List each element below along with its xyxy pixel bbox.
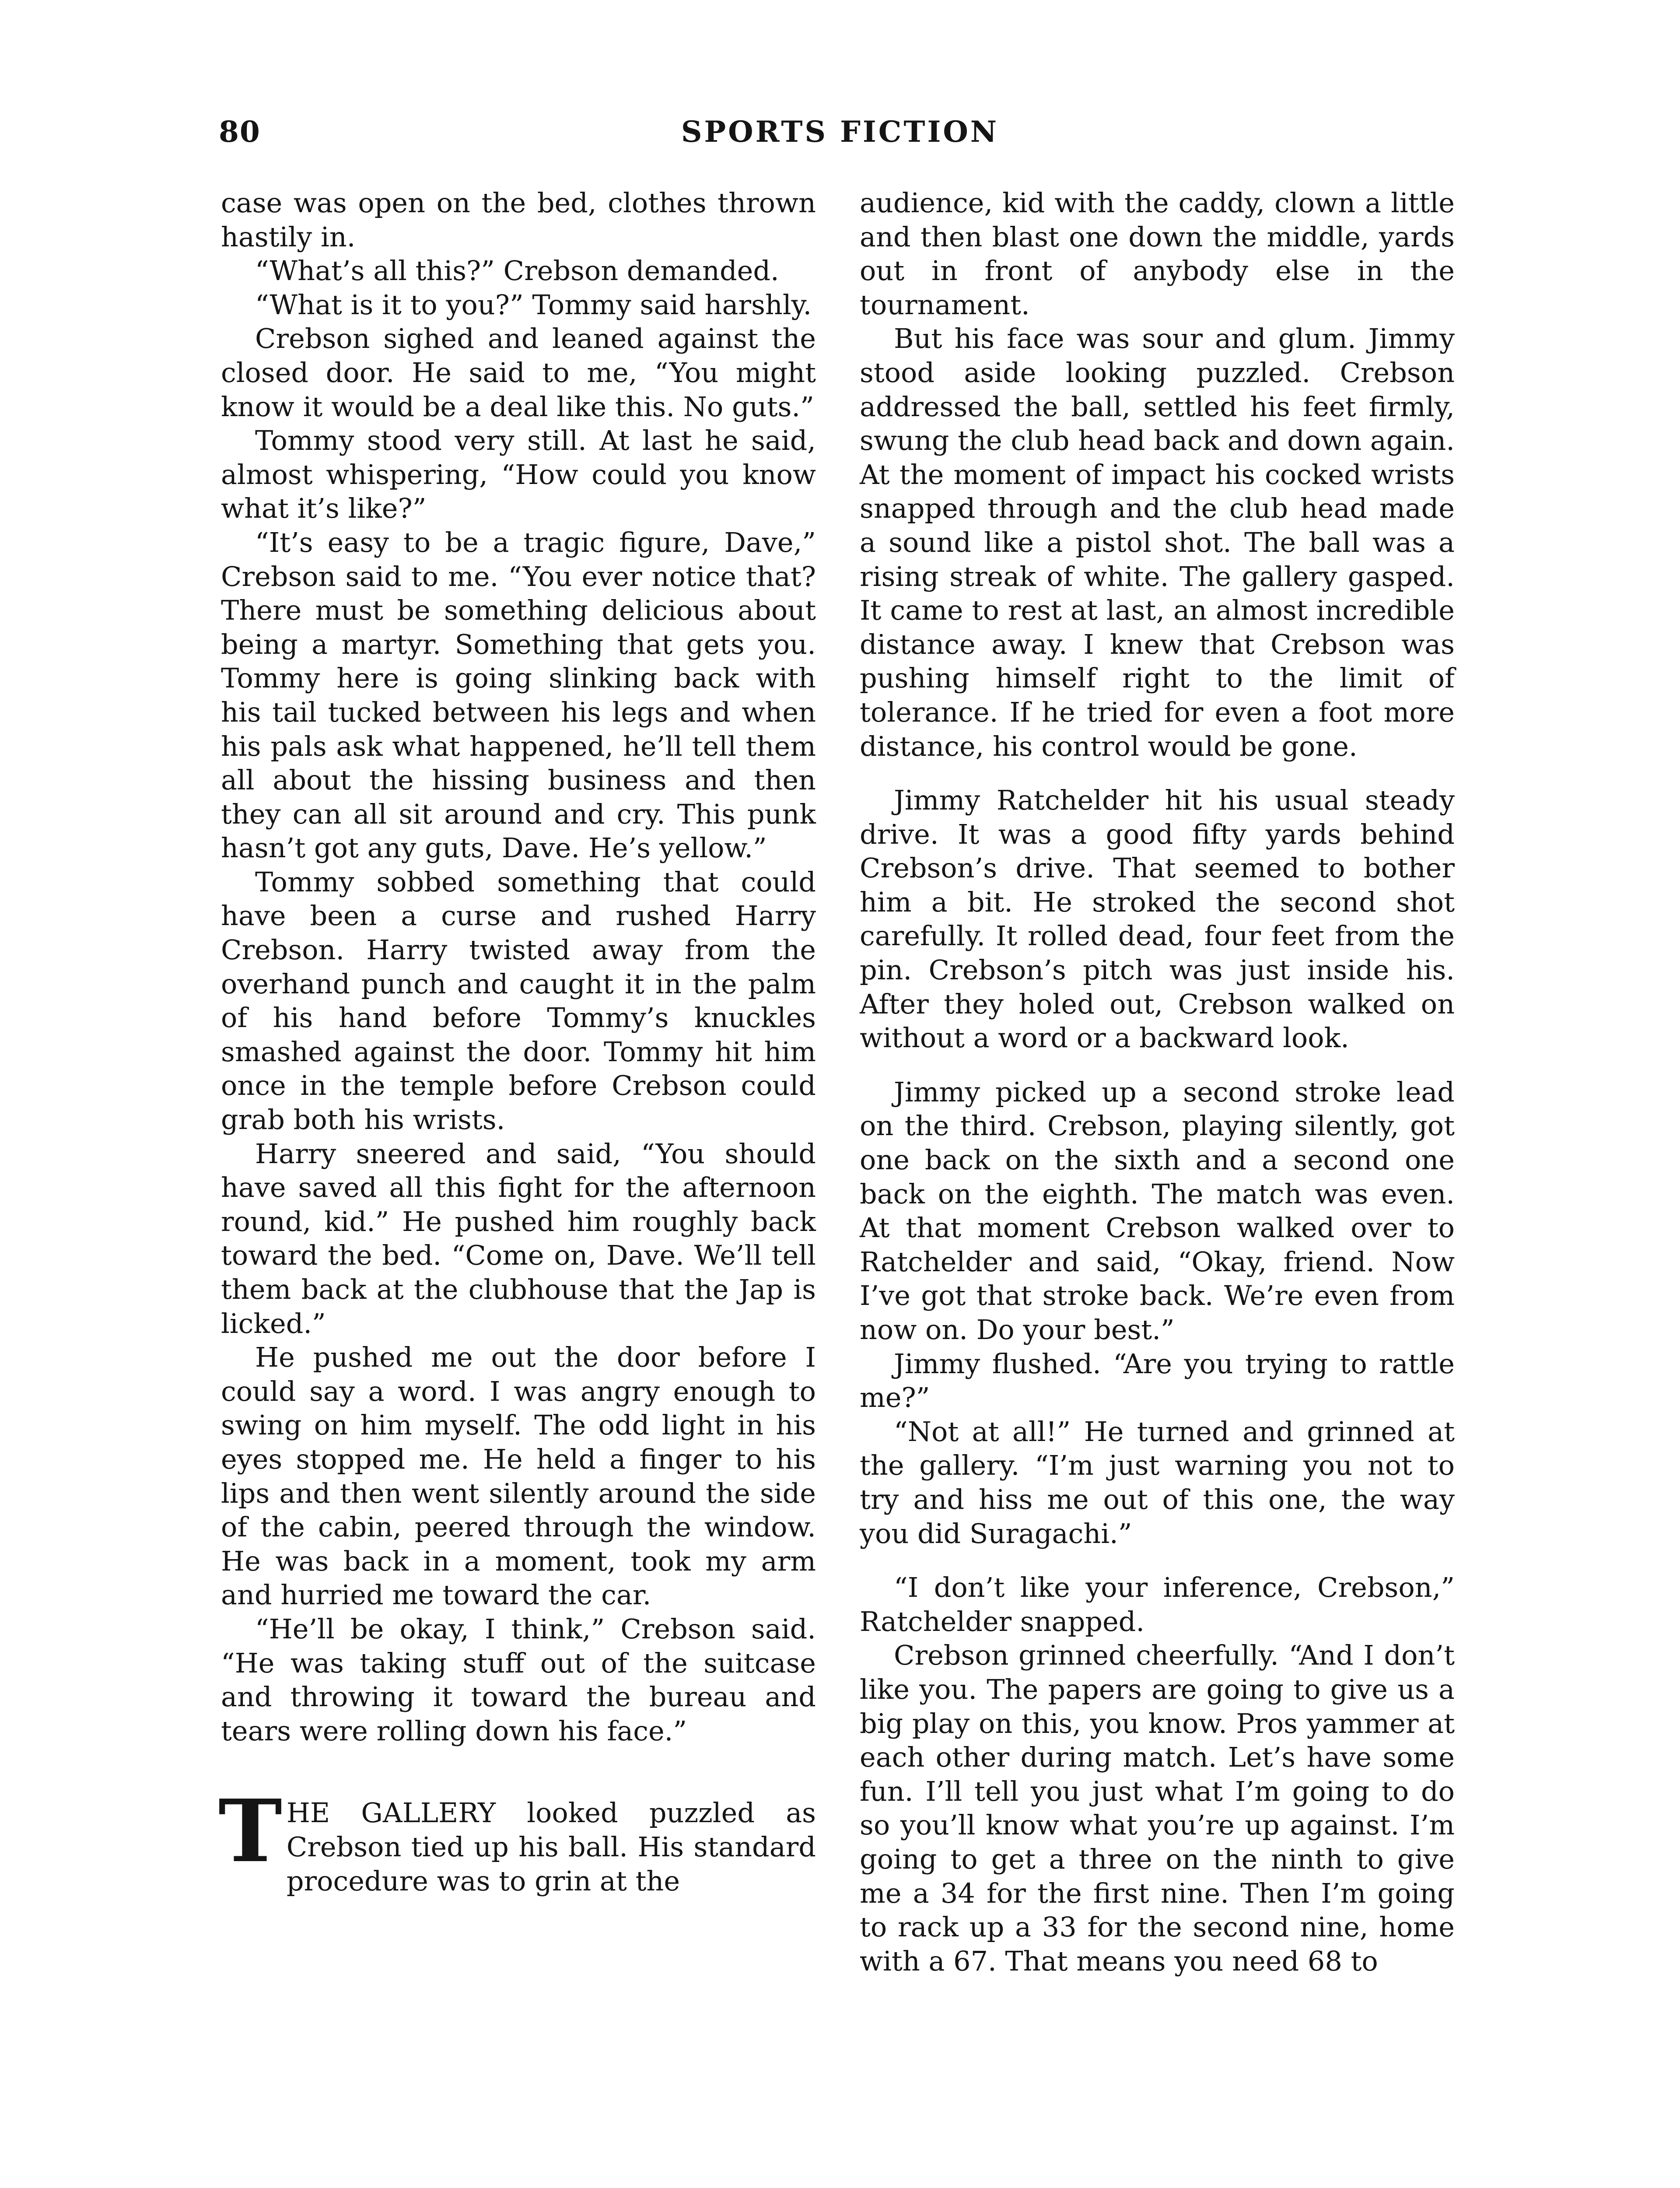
paragraph: “Not at all!” He turned and grinned at the gallery. “I’m just warning you not to try and hiss me out of this one, the way you did Suragachi.” — [860, 1415, 1455, 1550]
paragraph: audience, kid with the caddy, clown a little and then blast one down the middle, yards out in front of anybody else in the tournament. — [860, 187, 1455, 321]
paragraph: But his face was sour and glum. Jimmy stood aside looking puzzled. Crebson addressed the ball, settled his feet firmly, swung the club head back and down again. At the moment of impact his cocked wrists snapped through and the club head made a sound like a pistol shot. The ball was a rising streak of white. The gallery gasped. It came to rest at last, an almost incredible distance away. I knew that Crebson was pushing himself right to the limit of tolerance. If he tried for even a foot more distance, his control would be gone. — [860, 323, 1455, 762]
right-column — [860, 186, 1455, 1978]
drop-cap: T — [218, 1781, 282, 1882]
paragraph: Crebson grinned cheerfully. “And I don’t like you. The papers are going to give us a big play on this, you know. Pros yammer at each other during match. Let’s have some fun. I’ll tell you just what I’m going to do so you’ll know what you’re up against. I’m going to get a three on the ninth to give me a 34 for the first nine. Then I’m going to rack up a 33 for the second nine, home with a 67. That means you need 68 to — [860, 1639, 1455, 1977]
page-number: 80 — [219, 115, 261, 149]
paragraph: “What is it to you?” Tommy said harshly. — [255, 288, 812, 321]
section-opening-paragraph — [218, 1781, 816, 1898]
paragraph: Tommy sobbed something that could have been a curse and rushed Harry Crebson. Harry twisted away from the overhand punch and caught it in the palm of his hand before Tommy’s knuckles smashed against the door. Tommy hit him once in the temple before Crebson could grab both his wrists. — [221, 866, 816, 1136]
paragraph: He pushed me out the door before I could say a word. I was angry enough to swing on him myself. The odd light in his eyes stopped me. He held a finger to his lips and then went silently around the side of the cabin, peered through the window. He was back in a moment, took my arm and hurried me toward the car. — [221, 1341, 816, 1611]
paragraph: Jimmy picked up a second stroke lead on the third. Crebson, playing silently, got one back on the sixth and a second one back on the eighth. The match was even. At that moment Crebson walked over to Ratchelder and said, “Okay, friend. Now I’ve got that stroke back. We’re even from now on. Do your best.” — [860, 1076, 1455, 1346]
paragraph: Crebson sighed and leaned against the closed door. He said to me, “You might know it would be a deal like this. No guts.” — [221, 323, 816, 423]
paragraph: Harry sneered and said, “You should have saved all this fight for the afternoon round, kid.” He pushed him roughly back toward the bed. “Come on, Dave. We’ll tell them back at the clubhouse that the Jap is licked.” — [221, 1137, 816, 1339]
paragraph: “He’ll be okay, I think,” Crebson said. “He was taking stuff out of the suitcase and throwing it toward the bureau and tears were rolling down his face.” — [221, 1613, 816, 1747]
section-opening-text: HE GALLERY looked puzzled as Crebson tied up his ball. His standard procedure was to grin at the — [286, 1797, 816, 1897]
running-head-title: SPORTS FICTION — [681, 115, 999, 149]
paragraph: “I don’t like your inference, Crebson,” Ratchelder snapped. — [860, 1571, 1455, 1637]
paragraph: Jimmy Ratchelder hit his usual steady drive. It was a good fifty yards behind Crebson’s drive. That seemed to bother him a bit. He stroked the second shot carefully. It rolled dead, four feet from the pin. Crebson’s pitch was just inside his. After they holed out, Crebson walked on without a word or a backward look. — [860, 784, 1455, 1054]
paragraph: Jimmy flushed. “Are you trying to rattle me?” — [860, 1347, 1455, 1414]
left-column — [218, 186, 816, 1898]
paragraph: “What’s all this?” Crebson demanded. — [255, 255, 779, 287]
paragraph: “It’s easy to be a tragic figure, Dave,” Crebson said to me. “You ever notice that? There must be something delicious about being a martyr. Something that gets you. Tommy here is going slinking back with his tail tucked between his legs and when his pals ask what happened, he’ll tell them all about the hissing business and then they can all sit around and cry. This punk hasn’t got any guts, Dave. He’s yellow.” — [221, 526, 816, 864]
paragraph: Tommy stood very still. At last he said, almost whispering, “How could you know what it’s like?” — [221, 424, 816, 525]
paragraph: case was open on the bed, clothes thrown hastily in. — [221, 187, 816, 253]
